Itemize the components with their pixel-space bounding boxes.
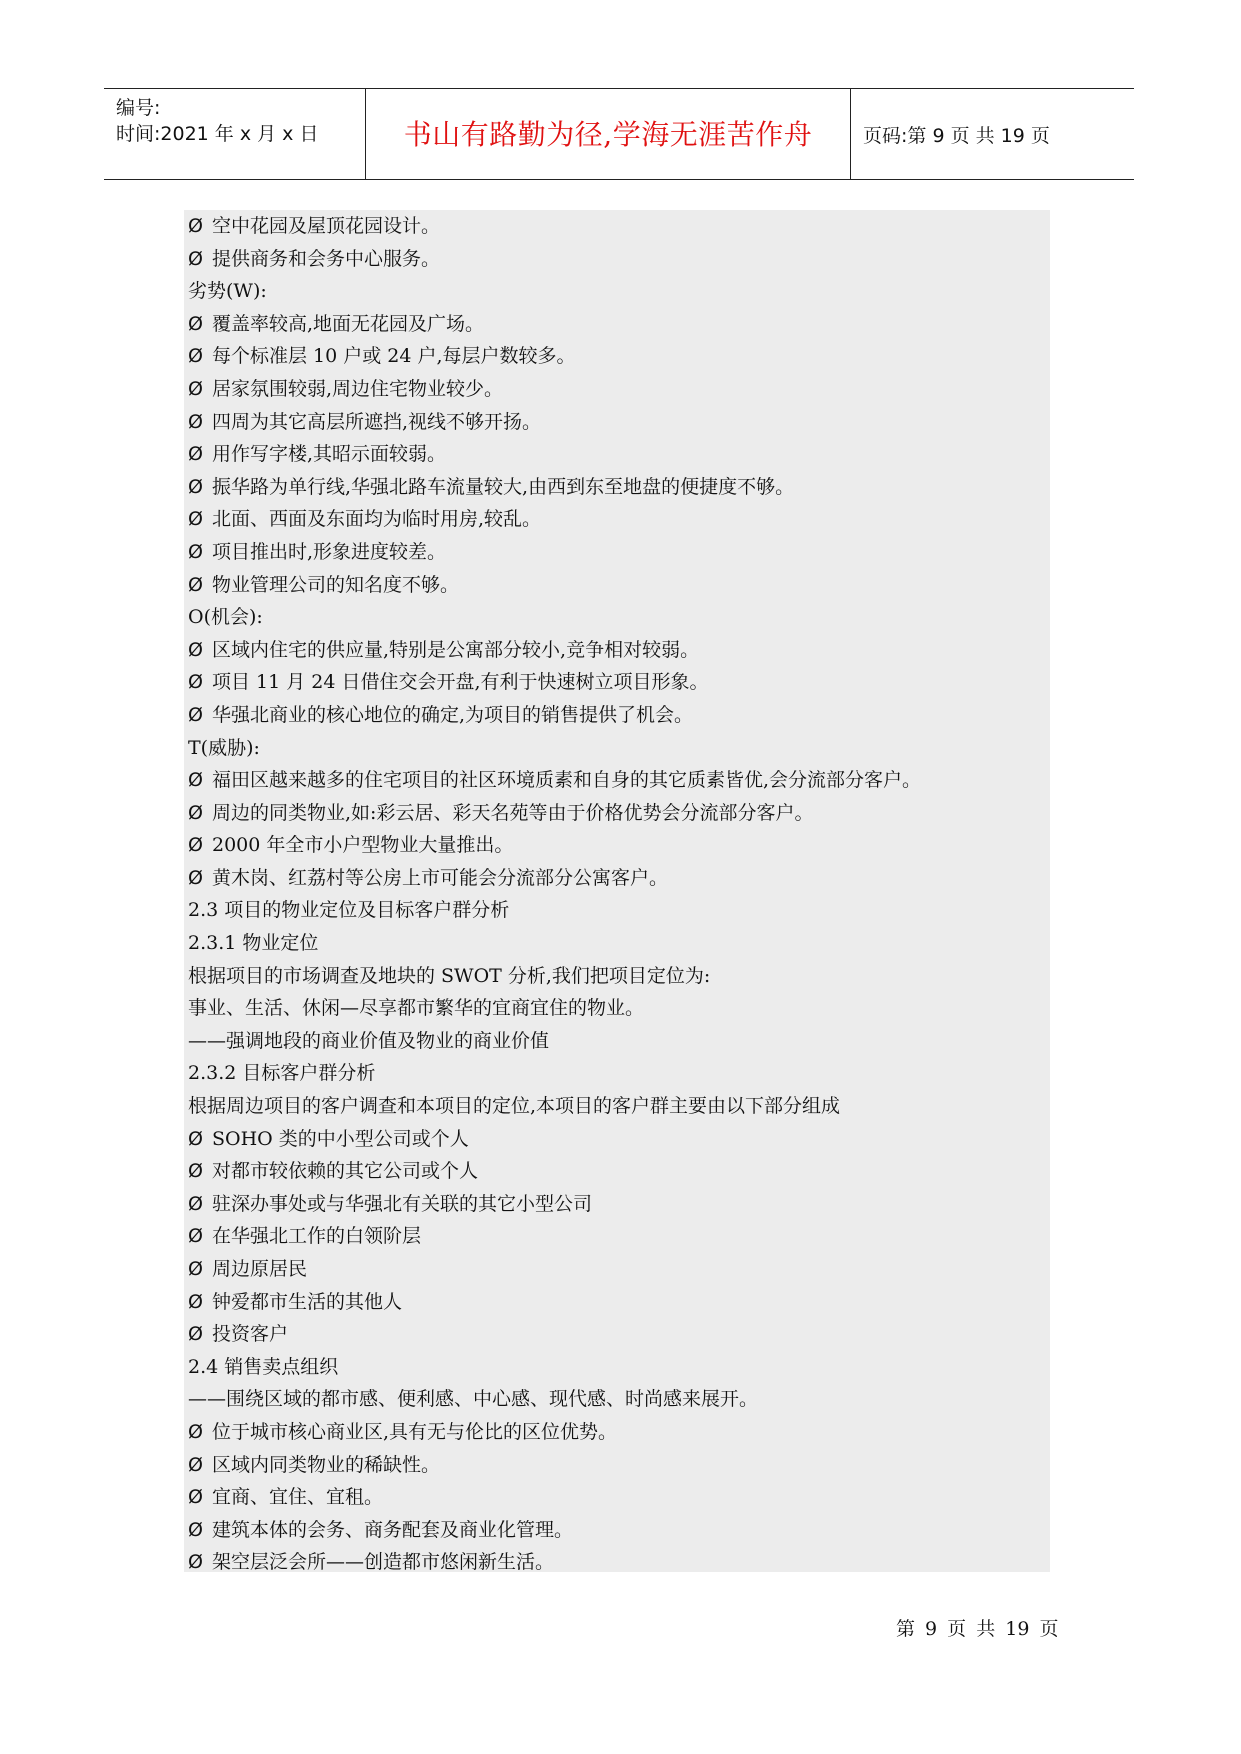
line-text: 空中花园及屋顶花园设计。	[212, 215, 441, 237]
bullet-list-item	[188, 1514, 1044, 1547]
bullet-list-item	[188, 536, 1044, 569]
bullet-list-item	[188, 1123, 1044, 1156]
header-motto-cell	[366, 89, 851, 179]
bullet-list-item	[188, 243, 1044, 276]
bullet-icon: Ø	[188, 1258, 203, 1280]
bullet-icon: Ø	[188, 638, 203, 661]
body-text-line	[188, 1057, 1044, 1090]
line-text: 2.3.1 物业定位	[188, 932, 319, 955]
bullet-list-item	[188, 1188, 1044, 1221]
document-body	[184, 210, 1050, 1572]
line-text: 架空层泛会所——创造都市悠闲新生活。	[212, 1551, 555, 1574]
body-text-line	[188, 1025, 1044, 1058]
bullet-list-item	[188, 406, 1044, 439]
line-text: 周边原居民	[212, 1258, 308, 1280]
bullet-list-item	[188, 1253, 1044, 1286]
bullet-icon: Ø	[188, 1127, 203, 1150]
bullet-icon: Ø	[188, 801, 203, 824]
page-footer-number: 第 9 页 共 19 页	[896, 1618, 1059, 1640]
line-text: 在华强北工作的白领阶层	[212, 1225, 422, 1248]
bullet-list-item	[188, 210, 1044, 243]
bullet-list-item	[188, 1286, 1044, 1319]
header-page-number: 页码:第 9 页 共 19 页	[863, 125, 1050, 147]
line-text: 劣势(W):	[188, 280, 267, 303]
line-text: 2.3.2 目标客户群分析	[188, 1062, 376, 1085]
document-time-label: 时间:2021 年 x 月 x 日	[116, 123, 319, 145]
bullet-icon: Ø	[188, 1453, 203, 1476]
line-text: 对都市较依赖的其它公司或个人	[212, 1160, 479, 1183]
line-text: 项目 11 月 24 日借住交会开盘,有利于快速树立项目形象。	[212, 671, 709, 694]
line-text: 用作写字楼,其昭示面较弱。	[212, 443, 447, 466]
line-text: 覆盖率较高,地面无花园及广场。	[212, 312, 485, 335]
bullet-icon: Ø	[188, 312, 203, 335]
bullet-icon: Ø	[188, 508, 203, 531]
bullet-list-item	[188, 1481, 1044, 1514]
bullet-icon: Ø	[188, 247, 203, 270]
line-text: 2.3 项目的物业定位及目标客户群分析	[188, 899, 510, 922]
body-text-line	[188, 1351, 1044, 1384]
bullet-icon: Ø	[188, 215, 203, 237]
header-info-cell	[104, 89, 366, 179]
bullet-icon: Ø	[188, 377, 203, 400]
bullet-list-item	[188, 569, 1044, 602]
line-text: 提供商务和会务中心服务。	[212, 247, 441, 270]
body-text-line	[188, 732, 1044, 765]
bullet-list-item	[188, 1155, 1044, 1188]
body-text-line	[188, 927, 1044, 960]
bullet-icon: Ø	[188, 703, 203, 726]
line-text: 钟爱都市生活的其他人	[212, 1290, 403, 1313]
bullet-list-item	[188, 1220, 1044, 1253]
line-text: 位于城市核心商业区,具有无与伦比的区位优势。	[212, 1420, 618, 1443]
line-text: 投资客户	[212, 1323, 289, 1346]
line-text: 事业、生活、休闲—尽享都市繁华的宜商宜住的物业。	[188, 997, 645, 1020]
bullet-icon: Ø	[188, 475, 203, 498]
bullet-icon: Ø	[188, 1518, 203, 1541]
body-text-line	[188, 960, 1044, 993]
body-text-line	[188, 1383, 1044, 1416]
bullet-list-item	[188, 503, 1044, 536]
bullet-list-item	[188, 1416, 1044, 1449]
bullet-list-item	[188, 438, 1044, 471]
header-page-cell	[851, 89, 1134, 179]
bullet-icon: Ø	[188, 1486, 203, 1509]
bullet-list-item	[188, 634, 1044, 667]
bullet-icon: Ø	[188, 1192, 203, 1215]
bullet-list-item	[188, 1318, 1044, 1351]
line-text: 根据项目的市场调查及地块的 SWOT 分析,我们把项目定位为:	[188, 964, 711, 987]
line-text: 居家氛围较弱,周边住宅物业较少。	[212, 377, 504, 400]
bullet-list-item	[188, 699, 1044, 732]
line-text: 黄木岗、红荔村等公房上市可能会分流部分公寓客户。	[212, 866, 669, 889]
line-text: O(机会):	[188, 606, 263, 629]
line-text: SOHO 类的中小型公司或个人	[212, 1127, 469, 1150]
line-text: 每个标准层 10 户或 24 户,每层户数较多。	[212, 345, 576, 368]
bullet-list-item	[188, 797, 1044, 830]
bullet-icon: Ø	[188, 1323, 203, 1346]
body-text-line	[188, 275, 1044, 308]
line-text: 根据周边项目的客户调查和本项目的定位,本项目的客户群主要由以下部分组成	[188, 1095, 841, 1118]
header-motto: 书山有路勤为径,学海无涯苦作舟	[403, 118, 813, 151]
bullet-icon: Ø	[188, 769, 203, 792]
line-text: 北面、西面及东面均为临时用房,较乱。	[212, 508, 542, 531]
line-text: 2.4 销售卖点组织	[188, 1355, 339, 1378]
bullet-list-item	[188, 471, 1044, 504]
line-text: 区域内同类物业的稀缺性。	[212, 1453, 441, 1476]
line-text: 驻深办事处或与华强北有关联的其它小型公司	[212, 1192, 593, 1215]
line-text: 项目推出时,形象进度较差。	[212, 540, 447, 563]
body-text-line	[188, 601, 1044, 634]
line-text: 华强北商业的核心地位的确定,为项目的销售提供了机会。	[212, 703, 694, 726]
line-text: 四周为其它高层所遮挡,视线不够开扬。	[212, 410, 542, 433]
bullet-list-item	[188, 764, 1044, 797]
page-header	[104, 88, 1134, 180]
bullet-icon: Ø	[188, 573, 203, 596]
bullet-list-item	[188, 1546, 1044, 1579]
bullet-icon: Ø	[188, 345, 203, 368]
body-text-line	[188, 1090, 1044, 1123]
bullet-icon: Ø	[188, 1420, 203, 1443]
line-text: ——围绕区域的都市感、便利感、中心感、现代感、时尚感来展开。	[188, 1388, 759, 1411]
bullet-list-item	[188, 862, 1044, 895]
bullet-icon: Ø	[188, 410, 203, 433]
bullet-list-item	[188, 1449, 1044, 1482]
body-text-line	[188, 894, 1044, 927]
body-text-line	[188, 992, 1044, 1025]
bullet-icon: Ø	[188, 1551, 203, 1574]
bullet-icon: Ø	[188, 834, 203, 857]
bullet-list-item	[188, 340, 1044, 373]
bullet-list-item	[188, 829, 1044, 862]
bullet-icon: Ø	[188, 866, 203, 889]
line-text: 2000 年全市小户型物业大量推出。	[212, 834, 514, 857]
bullet-icon: Ø	[188, 1290, 203, 1313]
bullet-list-item	[188, 666, 1044, 699]
bullet-icon: Ø	[188, 540, 203, 563]
line-text: 建筑本体的会务、商务配套及商业化管理。	[212, 1518, 574, 1541]
bullet-list-item	[188, 308, 1044, 341]
line-text: 福田区越来越多的住宅项目的社区环境质素和自身的其它质素皆优,会分流部分客户。	[212, 769, 922, 792]
line-text: 物业管理公司的知名度不够。	[212, 573, 460, 596]
bullet-icon: Ø	[188, 443, 203, 466]
document-number-label: 编号:	[116, 97, 161, 119]
line-text: 振华路为单行线,华强北路车流量较大,由西到东至地盘的便捷度不够。	[212, 475, 795, 498]
line-text: T(威胁):	[188, 736, 260, 759]
bullet-icon: Ø	[188, 1225, 203, 1248]
line-text: 区域内住宅的供应量,特别是公寓部分较小,竞争相对较弱。	[212, 638, 700, 661]
bullet-icon: Ø	[188, 671, 203, 694]
bullet-icon: Ø	[188, 1160, 203, 1183]
bullet-list-item	[188, 373, 1044, 406]
line-text: 周边的同类物业,如:彩云居、彩天名苑等由于价格优势会分流部分客户。	[212, 801, 814, 824]
line-text: 宜商、宜住、宜租。	[212, 1486, 384, 1509]
line-text: ——强调地段的商业价值及物业的商业价值	[188, 1029, 550, 1052]
